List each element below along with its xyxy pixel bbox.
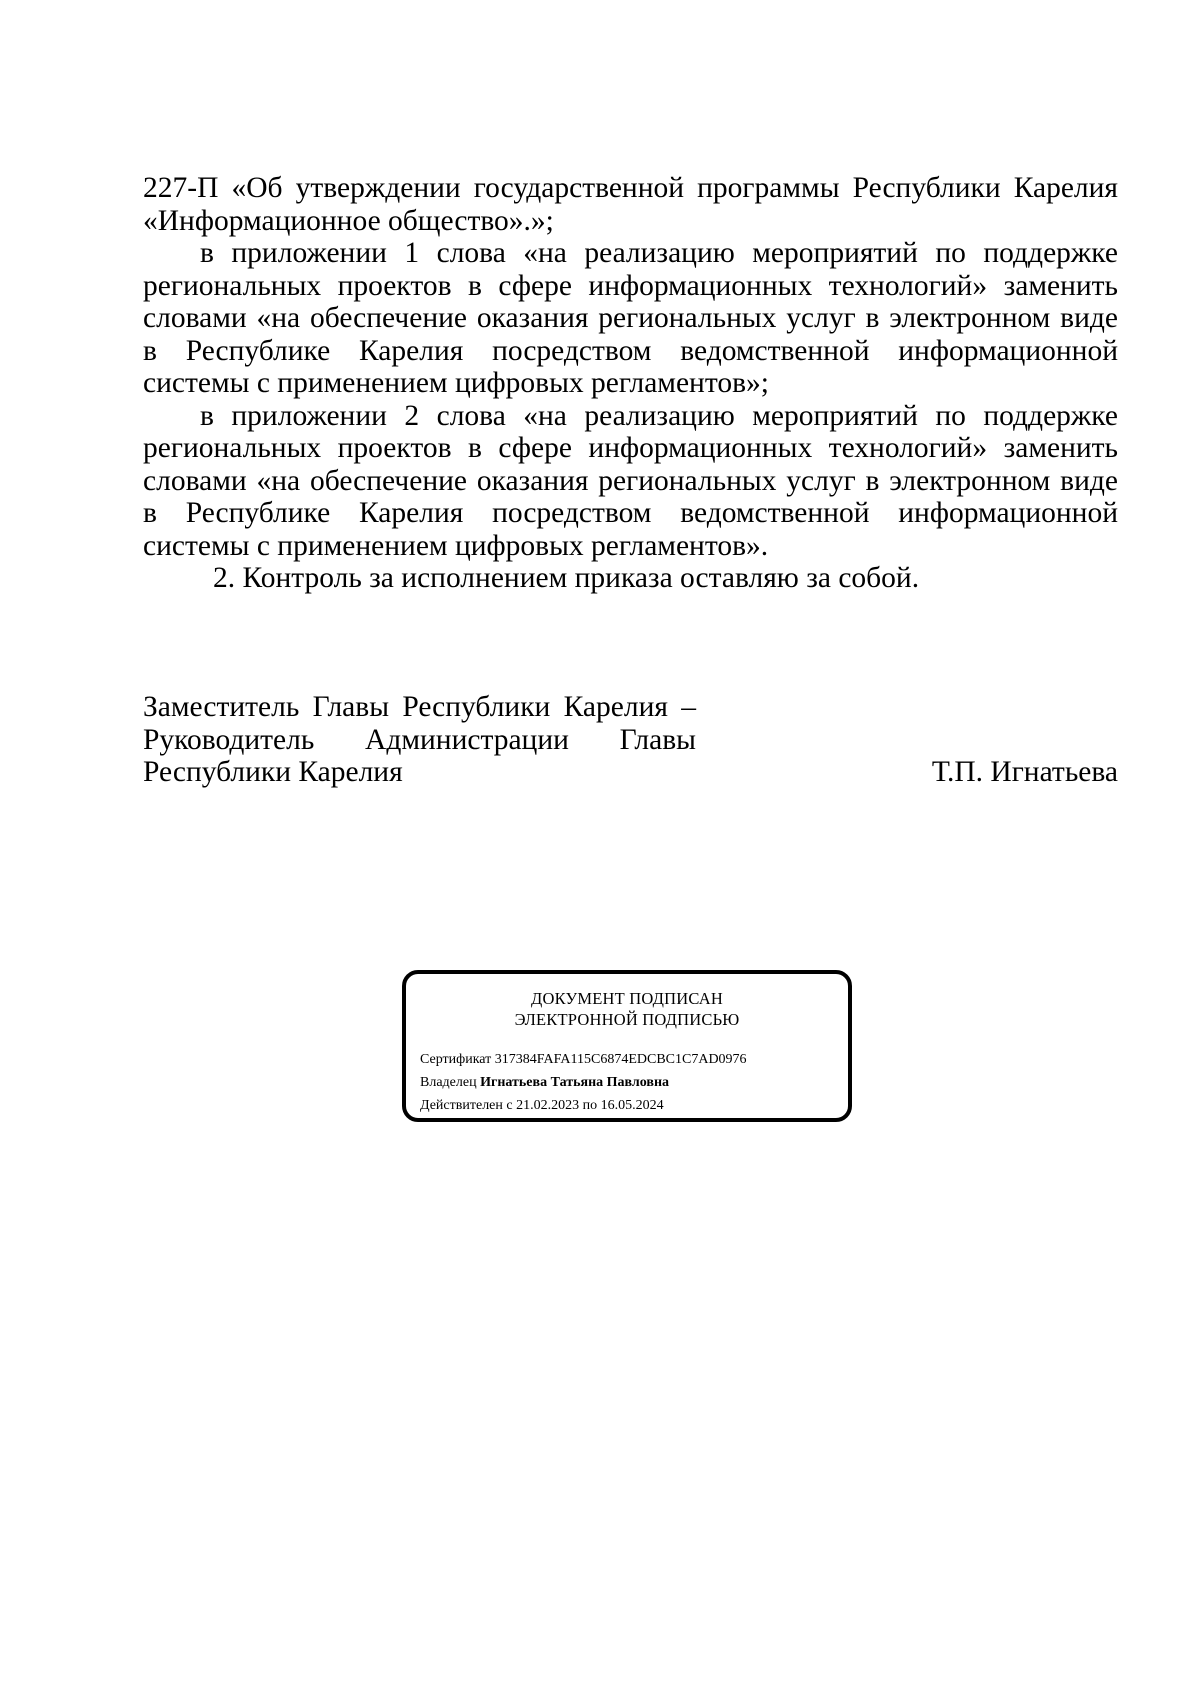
stamp-owner-row: [420, 1071, 747, 1094]
paragraph-appendix-1-amendment: в приложении 1 слова «на реализацию мероприятий по поддержке региональных проектов в сфере информационных технологий» заменить словами «на обеспечение оказания региональных услуг в электронном виде в Республике Карелия посредством ведомственной информационной системы с применением цифровых регламентов»;: [143, 237, 1118, 399]
stamp-validity-prefix: Действителен с: [420, 1098, 513, 1113]
signature-block: [143, 691, 1118, 789]
paragraph-appendix-2-amendment: в приложении 2 слова «на реализацию мероприятий по поддержке региональных проектов в сфере информационных технологий» заменить словами «на обеспечение оказания региональных услуг в электронном виде в Республике Карелия посредством ведомственной информационной системы с применением цифровых регламентов».: [143, 399, 1118, 562]
stamp-owner-value: Игнатьева Татьяна Павловна: [480, 1075, 670, 1090]
signer-position-line: Заместитель Главы Республики Карелия –: [143, 691, 696, 723]
stamp-valid-from: 21.02.2023: [516, 1098, 580, 1113]
stamp-owner-label: Владелец: [420, 1075, 477, 1090]
signer-name: Т.П. Игнатьева: [931, 756, 1118, 788]
stamp-header-line: ЭЛЕКТРОННОЙ ПОДПИСЬЮ: [514, 1010, 740, 1029]
signer-position-line: Руководитель Администрации Главы: [143, 723, 696, 756]
stamp-header-line: ДОКУМЕНТ ПОДПИСАН: [531, 989, 723, 1008]
stamp-details: [420, 1048, 747, 1117]
stamp-validity-row: [420, 1094, 747, 1117]
paragraph-control-clause: 2. Контроль за исполнением приказа оставляю за собой.: [213, 562, 920, 594]
stamp-certificate-label: Сертификат: [420, 1052, 492, 1067]
stamp-valid-to: 16.05.2024: [600, 1098, 664, 1113]
stamp-header: [406, 988, 848, 1030]
signer-position: [143, 691, 696, 789]
stamp-validity-middle: по: [582, 1098, 598, 1113]
document-body: [143, 172, 1118, 595]
signer-position-line: Республики Карелия: [143, 756, 403, 788]
stamp-certificate-row: [420, 1048, 747, 1071]
paragraph-program-reference: 227-П «Об утверждении государственной программы Республики Карелия «Информационное общество».»;: [143, 172, 1118, 237]
electronic-signature-stamp: [402, 970, 852, 1122]
stamp-certificate-value: 317384FAFA115C6874EDCBC1C7AD0976: [494, 1052, 747, 1067]
